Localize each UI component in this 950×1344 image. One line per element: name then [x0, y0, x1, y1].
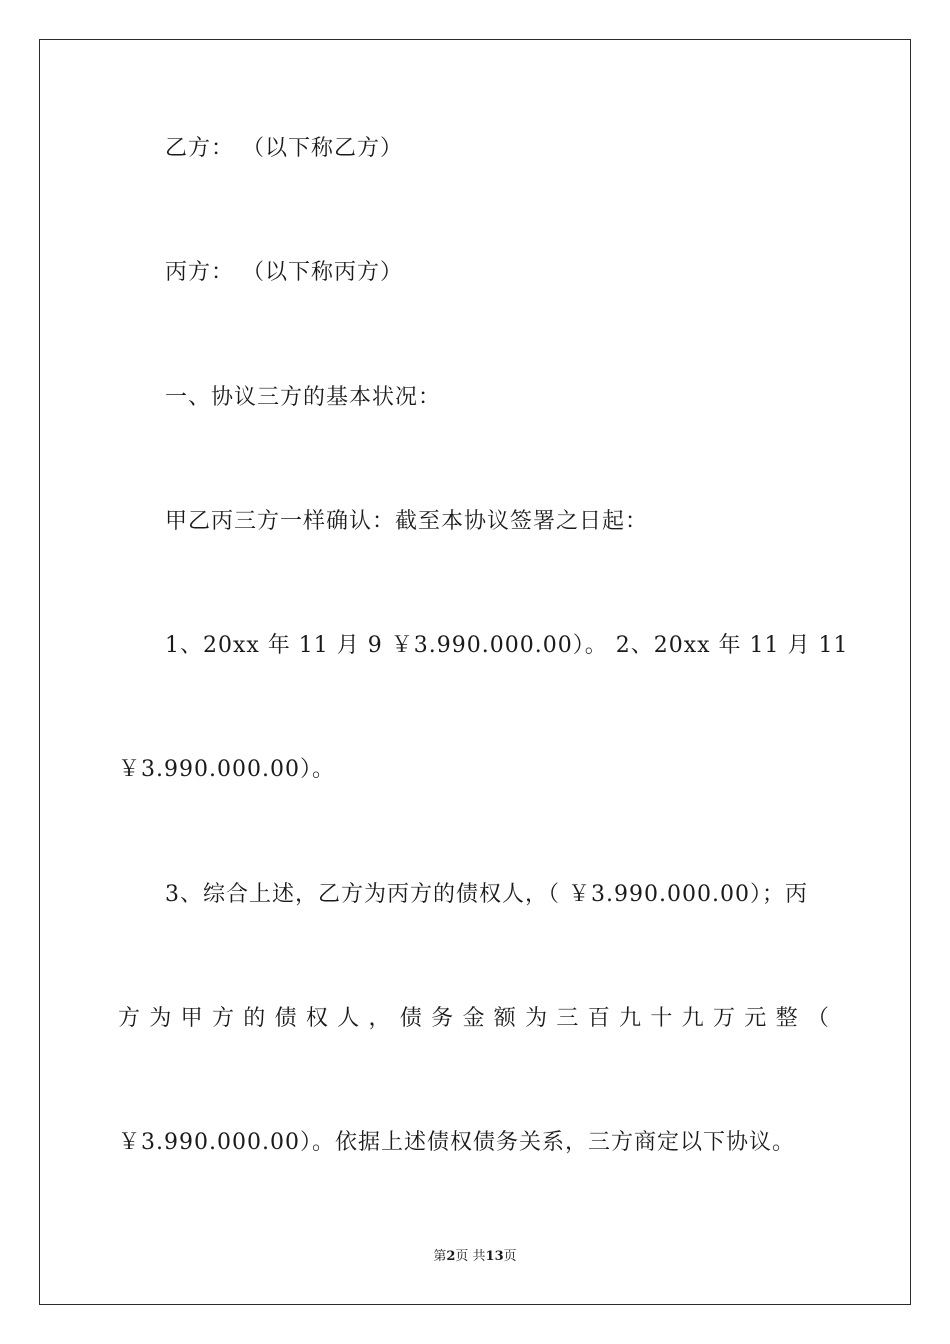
page-prefix: 第 — [433, 1249, 447, 1264]
page-footer — [0, 1248, 950, 1266]
items-line: 1、20xx 年 11 月 9 ￥3.990.000.00）。 2、20xx 年 11 月 11 — [165, 633, 849, 658]
party-b-line: 乙方： （以下称乙方） — [165, 136, 403, 161]
confirmation-line: 甲乙丙三方一样确认：截至本协议签署之日起： — [165, 509, 649, 534]
justified-char: ， — [368, 1006, 392, 1031]
justified-char: 为 — [525, 1006, 549, 1031]
justified-char: 万 — [712, 1006, 736, 1031]
justified-char: 方 — [211, 1006, 235, 1031]
justified-char: 权 — [305, 1006, 329, 1031]
justified-char: 方 — [118, 1006, 142, 1031]
justified-char: 元 — [744, 1006, 768, 1031]
item3-justified-line — [118, 1004, 830, 1034]
justified-char: 九 — [681, 1006, 705, 1031]
page-suffix: 页 — [503, 1249, 517, 1264]
justified-char: 三 — [556, 1006, 580, 1031]
justified-char: 人 — [337, 1006, 361, 1031]
justified-char: 十 — [650, 1006, 674, 1031]
justified-char: 额 — [493, 1006, 517, 1031]
page-mid: 页 共 — [455, 1249, 486, 1264]
justified-char: （ — [806, 1006, 830, 1031]
justified-char: 金 — [462, 1006, 486, 1031]
item3-line: 3、综合上述，乙方为丙方的债权人，（ ￥3.990.000.00）；丙 — [165, 882, 808, 907]
party-c-line: 丙方： （以下称丙方） — [165, 260, 403, 285]
justified-char: 债 — [274, 1006, 298, 1031]
total-pages-number: 13 — [485, 1249, 504, 1264]
item3-end-line: ￥3.990.000.00）。依据上述债权债务关系，三方商定以下协议。 — [118, 1130, 795, 1155]
section-heading: 一、协议三方的基本状况： — [165, 385, 442, 410]
item-continuation-line: ￥3.990.000.00）。 — [118, 757, 335, 782]
justified-char: 债 — [399, 1006, 423, 1031]
justified-char: 百 — [587, 1006, 611, 1031]
justified-char: 九 — [619, 1006, 643, 1031]
page-border — [39, 39, 911, 1305]
justified-char: 整 — [775, 1006, 799, 1031]
justified-char: 的 — [243, 1006, 267, 1031]
justified-char: 甲 — [180, 1006, 204, 1031]
justified-char: 为 — [149, 1006, 173, 1031]
current-page-number: 2 — [446, 1249, 456, 1264]
justified-char: 务 — [431, 1006, 455, 1031]
